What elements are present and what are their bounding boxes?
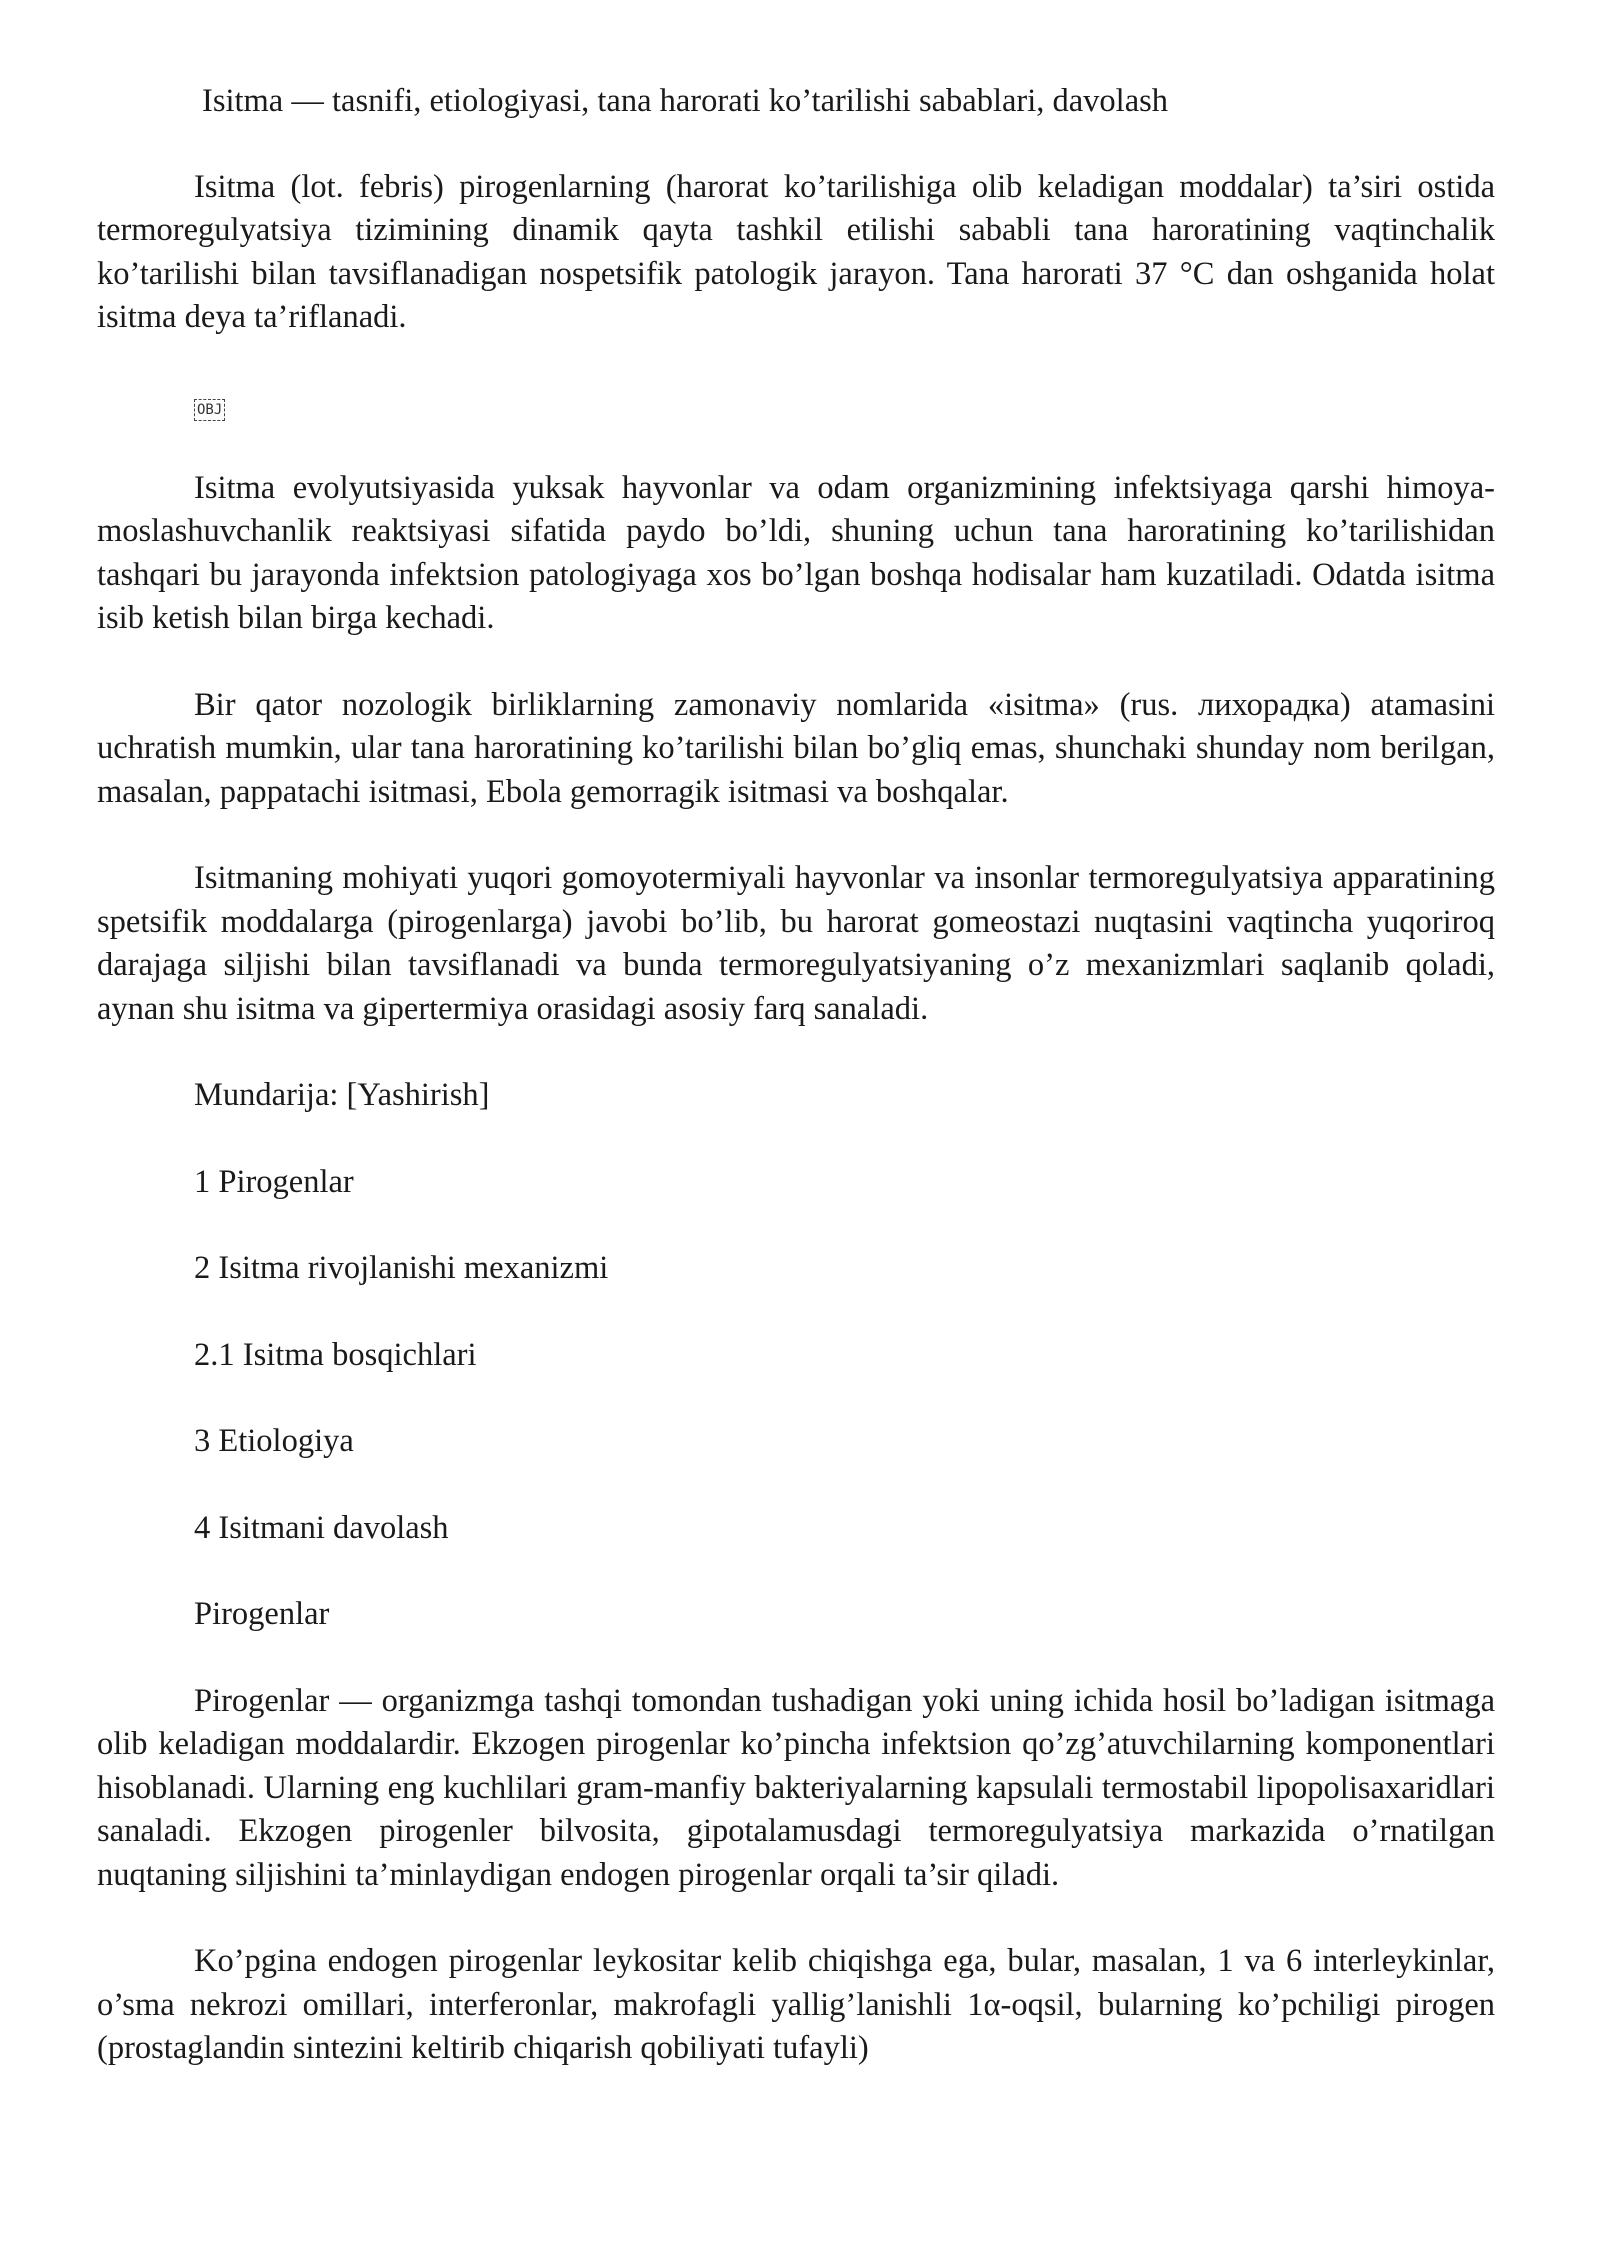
object-placeholder-icon: OBJ [194, 399, 225, 421]
toc-item-pirogenlar: 1 Pirogenlar [194, 1163, 354, 1200]
toc-item-bosqichlar: 2.1 Isitma bosqichlari [194, 1336, 477, 1373]
paragraph-nosology: Bir qator nozologik birliklarning zamonaviy nomlarida «isitma» (rus. лихорадка) atamasini uchratish mumkin, ular tana haroratining ko’tarilishi bilan bo’gliq emas, shunchaki shunday nom berilgan, masalan, pappatachi isitmasi, Ebola gemorragik isitmasi va boshqalar. [97, 686, 1495, 810]
paragraph-endogen: Ko’pgina endogen pirogenlar leykositar kelib chiqishga ega, bular, masalan, 1 va 6 interleykinlar, o’sma nekrozi omillari, interferonlar, makrofagli yallig’lanishli 1α-oqsil, bularning ko’pchiligi pirogen (prostaglandin sintezini keltirib chiqarish qobiliyati tufayli) [97, 1943, 1495, 2066]
paragraph-intro: Isitma (lot. febris) pirogenlarning (harorat ko’tarilishiga olib keladigan moddalar) ta’siri ostida termoregulyatsiya tizimining dinamik qayta tashkil etilishi sababli tana haroratining vaqtinchalik ko’tarilishi bilan tavsiflanadigan nospetsifik patologik jarayon. Tana harorati 37 °C dan oshganida holat isitma deya ta’riflanadi. [97, 168, 1495, 335]
paragraph-essence: Isitmaning mohiyati yuqori gomoyotermiyali hayvonlar va insonlar termoregulyatsiya apparatining spetsifik moddalarga (pirogenlarga) javobi bo’lib, bu harorat gomeostazi nuqtasini vaqtincha yuqoriroq darajaga siljishi bilan tavsiflanadi va bunda termoregulyatsiyaning o’z mexanizmlari saqlanib qoladi, aynan shu isitma va gipertermiya orasidagi asosiy farq sanaladi. [97, 860, 1495, 1027]
document-page [97, 80, 1495, 2114]
paragraph-evolution: Isitma evolyutsiyasida yuksak hayvonlar va odam organizmining infektsiyaga qarshi himoya-moslashuvchanlik reaktsiyasi sifatida paydo bo’ldi, shuning uchun tana haroratining ko’tarilishidan tashqari bu jarayonda infektsion patologiyaga xos bo’lgan boshqa hodisalar ham kuzatiladi. Odatda isitma isib ketish bilan birga kechadi. [97, 469, 1495, 636]
embedded-object [194, 383, 1495, 417]
toc-item-mexanizm: 2 Isitma rivojlanishi mexanizmi [194, 1250, 609, 1286]
section-heading-pirogenlar: Pirogenlar [194, 1596, 330, 1632]
toc-item-etiologiya: 3 Etiologiya [194, 1423, 354, 1459]
toc-item-davolash: 4 Isitmani davolash [194, 1509, 449, 1546]
paragraph-pirogenlar: Pirogenlar — organizmga tashqi tomondan tushadigan yoki uning ichida hosil bo’ladigan isitmaga olib keladigan moddalardir. Ekzogen pirogenlar ko’pincha infektsion qo’zg’atuvchilarning komponentlari hisoblanadi. Ularning eng kuchlilari gram-manfiy bakteriyalarning kapsulali termostabil lipopolisaxaridlari sanaladi. Ekzogen pirogenler bilvosita, gipotalamusdagi termoregulyatsiya markazida o’rnatilgan nuqtaning siljishini ta’minlaydigan endogen pirogenlar orqali ta’sir qiladi. [97, 1682, 1495, 1893]
toc-heading: Mundarija: [Yashirish] [194, 1077, 490, 1113]
document-title: Isitma — tasnifi, etiologiyasi, tana harorati ko’tarilishi sabablari, davolash [202, 83, 1169, 119]
